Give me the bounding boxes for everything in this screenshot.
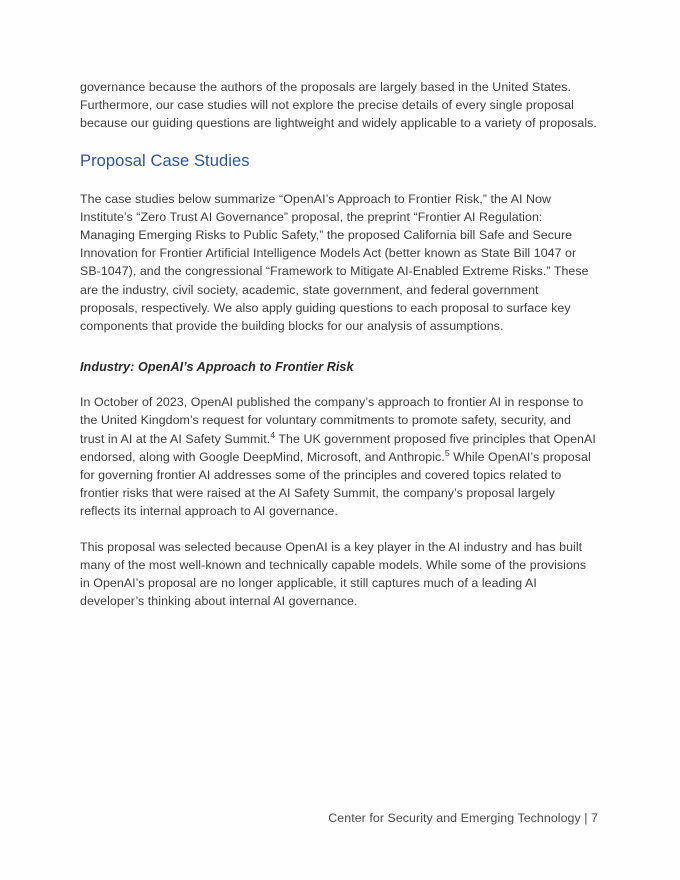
paragraph-openai-history-segment-2: The UK government proposed five principles that OpenAI endorsed, along with Google DeepMind, Microsoft, and Anthropic. xyxy=(80,431,596,464)
page-footer: Center for Security and Emerging Technology | 7 xyxy=(328,811,598,825)
paragraph-openai-history-segment-1: In October of 2023, OpenAI published the company’s approach to frontier AI in response to the United Kingdom’s request for voluntary commitments to promote safety, security, and trust in AI at the AI Safety Summit. xyxy=(80,395,584,446)
paragraph-selection-rationale: This proposal was selected because OpenAI is a key player in the AI industry and has built many of the most well-known and technically capable models. While some of the provisions in OpenAI’s proposal are no longer applicable, it still captures much of a leading AI developer’s thinking about internal AI governance. xyxy=(80,539,587,609)
paragraph-openai-history-segment-3: While OpenAI’s proposal for governing frontier AI addresses some of the principles and covered topics related to frontier risks that were raised at the AI Safety Summit, the company’s proposal largely reflects its internal approach to AI governance. xyxy=(80,449,591,519)
paragraph-openai-history xyxy=(80,393,598,520)
footnote-reference-5[interactable]: 5 xyxy=(444,447,450,458)
section-heading-proposal-case-studies: Proposal Case Studies xyxy=(80,151,250,170)
page-content xyxy=(80,78,598,627)
subheading-industry-openai: Industry: OpenAI’s Approach to Frontier Risk xyxy=(80,360,354,375)
paragraph-intro-continued: governance because the authors of the proposals are largely based in the United States. Furthermore, our case studies will not explore the precise details of every single proposal because our guiding questions are lightweight and widely applicable to a variety of proposals. xyxy=(80,80,597,131)
paragraph-case-studies-overview: The case studies below summarize “OpenAI’s Approach to Frontier Risk,” the AI Now Institute’s “Zero Trust AI Governance” proposal, the preprint “Frontier AI Regulation: Managing Emerging Risks to Public Safety,” the proposed California bill Safe and Secure Innovation for Frontier Artificial Intelligence Models Act (better known as State Bill 1047 or SB-1047), and the congressional “Framework to Mitigate AI-Enabled Extreme Risks.” These are the industry, civil society, academic, state government, and federal government proposals, respectively. We also apply guiding questions to each proposal to surface key components that provide the building blocks for our analysis of assumptions. xyxy=(80,191,589,334)
footnote-reference-4[interactable]: 4 xyxy=(270,429,276,440)
